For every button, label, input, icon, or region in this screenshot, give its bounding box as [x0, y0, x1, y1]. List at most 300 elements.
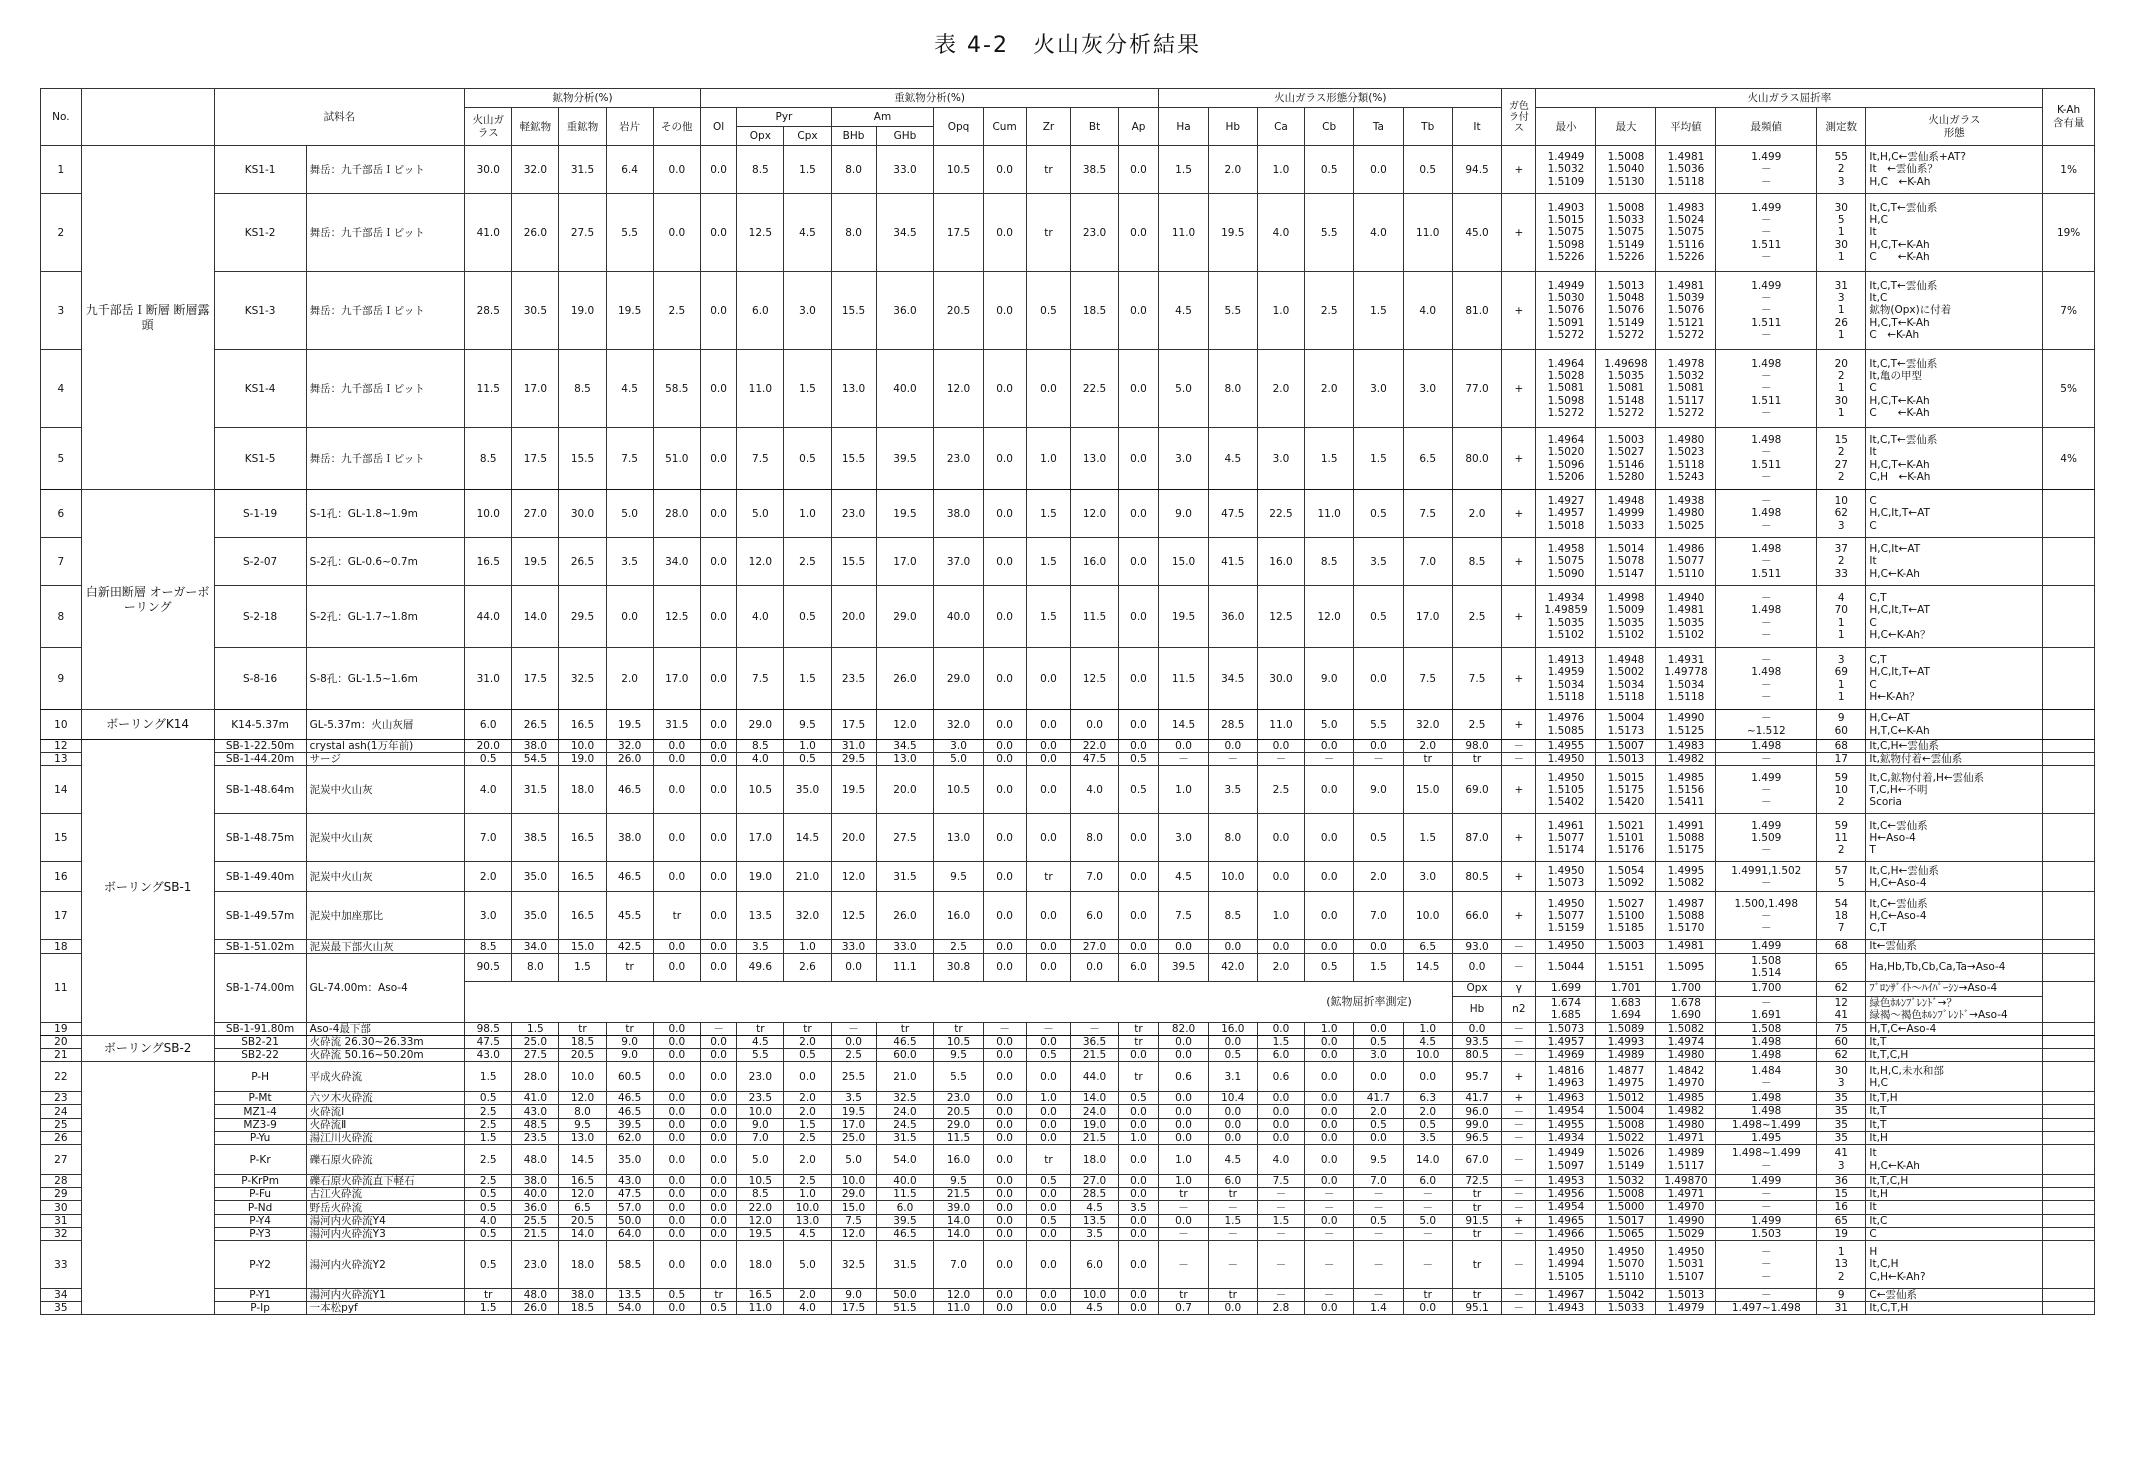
value-cell: 0.0: [1026, 1302, 1071, 1315]
value-cell: 28.5: [1071, 1188, 1118, 1201]
value-cell: 1.5: [1354, 272, 1403, 350]
value-cell: 0.0: [983, 586, 1026, 648]
value-cell: 38.5: [1071, 146, 1118, 194]
value-cell: 38.0: [934, 490, 983, 538]
row-no: 29: [41, 1188, 82, 1201]
value-cell: 8.0: [831, 146, 876, 194]
value-cell: 6.5: [1403, 940, 1452, 953]
mineral-refr-shape: [1866, 981, 2043, 1022]
value-cell: 38.0: [512, 740, 559, 753]
value-cell: 0.0: [1118, 1227, 1159, 1240]
value-cell: 80.0: [1452, 428, 1501, 490]
value-cell: 8.0: [559, 1105, 606, 1118]
value-cell: 0.0: [700, 1201, 736, 1214]
glass-shape: Ha,Hb,Tb,Cb,Ca,Ta→Aso-4: [1866, 953, 2043, 981]
refr-min: 1.4965: [1536, 1214, 1596, 1227]
refr-mode: 1.499 － －: [1716, 766, 1817, 814]
value-cell: 35.0: [606, 1145, 653, 1175]
value-cell: tr: [1452, 1201, 1501, 1214]
refr-mode: 1.4991,1.502 －: [1716, 862, 1817, 892]
value-cell: 90.5: [465, 953, 512, 981]
value-cell: 5.0: [934, 753, 983, 766]
value-cell: 0.5: [1403, 1118, 1452, 1131]
glass-shape: H,C,It←AT It H,C←K-Ah: [1866, 538, 2043, 586]
sample-code: SB-1-44.20m: [214, 753, 306, 766]
value-cell: 29.0: [934, 648, 983, 710]
value-cell: 30.8: [934, 953, 983, 981]
glass-shape: It,H,C,未水和部 H,C: [1866, 1062, 2043, 1092]
sample-code: P-Y2: [214, 1241, 306, 1289]
value-cell: 0.5: [784, 1049, 831, 1062]
glass-shape: It,C,T←雲仙系 It,C 鉱物(Opx)に付着 H,C,T←K-Ah C ←K-Ah: [1866, 272, 2043, 350]
value-cell: 3.0: [1354, 1049, 1403, 1062]
value-cell: 0.0: [700, 194, 736, 272]
value-cell: tr: [700, 1289, 736, 1302]
value-cell: 0.0: [1026, 1227, 1071, 1240]
refr-n: 59 10 2: [1817, 766, 1866, 814]
refr-min: 1.4953: [1536, 1175, 1596, 1188]
value-cell: 0.0: [1118, 1302, 1159, 1315]
value-cell: －: [1502, 940, 1536, 953]
refr-min: 1.4816 1.4963: [1536, 1062, 1596, 1092]
value-cell: 0.5: [653, 1289, 700, 1302]
header-bt: Bt: [1071, 108, 1118, 146]
refr-max: 1.5004: [1596, 1105, 1656, 1118]
header-ha: Ha: [1159, 108, 1208, 146]
value-cell: 28.0: [653, 490, 700, 538]
value-cell: 46.5: [606, 766, 653, 814]
header-glass-refractive-index: 火山ガラス屈折率: [1536, 89, 2043, 108]
value-cell: 33.0: [876, 940, 934, 953]
refr-min: 1.4954: [1536, 1105, 1596, 1118]
kah-content: [2043, 648, 2095, 710]
value-cell: 9.0: [831, 1289, 876, 1302]
sample-code: SB-1-48.75m: [214, 814, 306, 862]
hb-mode: － 1.691: [1751, 996, 1782, 1021]
value-cell: 11.0: [737, 1302, 784, 1315]
refr-max: 1.5015 1.5175 1.5420: [1596, 766, 1656, 814]
value-cell: 2.5: [465, 1175, 512, 1188]
refr-mode: －: [1716, 753, 1817, 766]
value-cell: 0.0: [1354, 1062, 1403, 1092]
value-cell: －: [1159, 753, 1208, 766]
value-cell: 0.0: [1159, 740, 1208, 753]
value-cell: 0.0: [1118, 350, 1159, 428]
sample-code: P-Nd: [214, 1201, 306, 1214]
value-cell: 0.0: [700, 146, 736, 194]
header-mode: 最頻値: [1716, 108, 1817, 146]
value-cell: 3.0: [1257, 428, 1304, 490]
value-cell: 62.0: [606, 1131, 653, 1144]
refr-n: 54 18 7: [1817, 892, 1866, 940]
glass-shape: C←雲仙系: [1866, 1289, 2043, 1302]
value-cell: 3.1: [1208, 1062, 1257, 1092]
value-cell: 0.0: [1026, 1118, 1071, 1131]
value-cell: 12.5: [831, 892, 876, 940]
value-cell: 5.5: [1208, 272, 1257, 350]
value-cell: 22.5: [1257, 490, 1304, 538]
refr-mode: 1.499: [1716, 1214, 1817, 1227]
value-cell: 64.0: [606, 1227, 653, 1240]
kah-content: [2043, 1289, 2095, 1302]
refr-mode: 1.498: [1716, 1105, 1817, 1118]
constant-label-cell: [1502, 981, 1536, 1022]
value-cell: 0.0: [831, 953, 876, 981]
refr-max: 1.4948 1.4999 1.5033: [1596, 490, 1656, 538]
value-cell: 0.0: [653, 940, 700, 953]
value-cell: +: [1502, 1092, 1536, 1105]
value-cell: 28.0: [512, 1062, 559, 1092]
sample-code: P-Y4: [214, 1214, 306, 1227]
table-row: [41, 1241, 2095, 1289]
value-cell: 14.5: [784, 814, 831, 862]
sample-code: SB-1-74.00m: [214, 953, 306, 1022]
value-cell: 0.0: [1354, 1022, 1403, 1035]
value-cell: 23.0: [512, 1241, 559, 1289]
refr-min: 1.4913 1.4959 1.5034 1.5118: [1536, 648, 1596, 710]
value-cell: 7.5: [737, 648, 784, 710]
value-cell: 36.0: [512, 1201, 559, 1214]
kah-content: [2043, 1035, 2095, 1048]
refr-mode: － － －: [1716, 1241, 1817, 1289]
value-cell: 0.0: [983, 814, 1026, 862]
opx-label: Opx: [1453, 982, 1501, 997]
value-cell: 2.5: [784, 538, 831, 586]
value-cell: tr: [1159, 1188, 1208, 1201]
value-cell: 4.5: [1403, 1035, 1452, 1048]
value-cell: 2.5: [1257, 766, 1304, 814]
value-cell: 13.0: [784, 1214, 831, 1227]
refr-n: 35: [1817, 1092, 1866, 1105]
sample-code: S-2-18: [214, 586, 306, 648]
value-cell: 5.0: [606, 490, 653, 538]
value-cell: 6.4: [606, 146, 653, 194]
refr-mode: －: [1716, 1188, 1817, 1201]
sample-name: 火砕流 26.30~26.33m: [306, 1035, 465, 1048]
refr-mode: 1.500,1.498 － －: [1716, 892, 1817, 940]
value-cell: 31.5: [876, 862, 934, 892]
value-cell: tr: [1159, 1289, 1208, 1302]
refr-mode: 1.508: [1716, 1022, 1817, 1035]
value-cell: 0.0: [700, 1227, 736, 1240]
value-cell: －: [831, 1022, 876, 1035]
refr-n: 10 62 3: [1817, 490, 1866, 538]
value-cell: 0.0: [983, 1302, 1026, 1315]
glass-shape: It,H: [1866, 1131, 2043, 1144]
value-cell: 7.5: [737, 428, 784, 490]
refr-max: 1.4989: [1596, 1049, 1656, 1062]
hb-max: 1.683 1.694: [1610, 996, 1641, 1021]
value-cell: 31.5: [559, 146, 606, 194]
value-cell: 80.5: [1452, 1049, 1501, 1062]
value-cell: 4.5: [1071, 1201, 1118, 1214]
value-cell: 4.0: [737, 753, 784, 766]
value-cell: 17.0: [653, 648, 700, 710]
value-cell: 26.5: [512, 710, 559, 740]
value-cell: 8.5: [559, 350, 606, 428]
value-cell: 7.0: [737, 1131, 784, 1144]
value-cell: 0.0: [700, 814, 736, 862]
value-cell: 16.5: [559, 862, 606, 892]
ash-analysis-table: [40, 88, 2095, 1315]
value-cell: 34.0: [653, 538, 700, 586]
value-cell: 2.6: [784, 953, 831, 981]
value-cell: 2.0: [784, 1145, 831, 1175]
sample-name: 舞岳：九千部岳Ｉピット: [306, 194, 465, 272]
sample-code: P-H: [214, 1062, 306, 1092]
mineral-refr-min: [1536, 981, 1596, 1022]
value-cell: 29.5: [831, 753, 876, 766]
value-cell: 2.0: [1403, 1105, 1452, 1118]
value-cell: 0.0: [831, 1035, 876, 1048]
value-cell: 2.5: [1305, 272, 1354, 350]
refr-n: 60: [1817, 1035, 1866, 1048]
value-cell: 81.0: [1452, 272, 1501, 350]
value-cell: 19.0: [559, 753, 606, 766]
value-cell: 1.5: [512, 1022, 559, 1035]
refr-mode: － ~1.512: [1716, 710, 1817, 740]
value-cell: 0.0: [1118, 1105, 1159, 1118]
kah-content: [2043, 862, 2095, 892]
value-cell: 41.0: [465, 194, 512, 272]
refr-avg: 1.4985 1.5156 1.5411: [1656, 766, 1716, 814]
value-cell: 0.0: [983, 753, 1026, 766]
value-cell: 46.5: [606, 862, 653, 892]
value-cell: 23.0: [831, 490, 876, 538]
kah-content: [2043, 1302, 2095, 1315]
value-cell: 18.0: [559, 1241, 606, 1289]
value-cell: 26.0: [876, 892, 934, 940]
header-glass-shape: 火山ガラス 形態: [1866, 108, 2043, 146]
header-average: 平均値: [1656, 108, 1716, 146]
location-group: ボーリングK14: [81, 710, 214, 740]
value-cell: 15.5: [831, 272, 876, 350]
row-no: 14: [41, 766, 82, 814]
row-no: 6: [41, 490, 82, 538]
value-cell: 2.0: [1403, 740, 1452, 753]
value-cell: 0.0: [1026, 940, 1071, 953]
value-cell: 32.5: [831, 1241, 876, 1289]
refr-min: 1.4943: [1536, 1302, 1596, 1315]
value-cell: 0.0: [1026, 953, 1071, 981]
value-cell: 0.0: [653, 753, 700, 766]
value-cell: 8.5: [737, 146, 784, 194]
value-cell: 0.0: [1118, 740, 1159, 753]
mineral-refr-max: [1596, 981, 1656, 1022]
value-cell: 13.5: [606, 1289, 653, 1302]
header-ghb: GHb: [876, 127, 934, 146]
value-cell: 1.5: [784, 146, 831, 194]
value-cell: 0.5: [1354, 1035, 1403, 1048]
value-cell: －: [700, 1022, 736, 1035]
value-cell: 11.0: [934, 1302, 983, 1315]
value-cell: 14.0: [934, 1214, 983, 1227]
refr-max: 1.5032: [1596, 1175, 1656, 1188]
value-cell: 3.5: [1354, 538, 1403, 586]
refr-avg: 1.4982: [1656, 753, 1716, 766]
value-cell: 3.0: [1403, 862, 1452, 892]
value-cell: 16.0: [1257, 538, 1304, 586]
value-cell: tr: [784, 1022, 831, 1035]
value-cell: 9.0: [606, 1035, 653, 1048]
value-cell: 11.0: [1159, 194, 1208, 272]
refr-mode: 1.499: [1716, 1175, 1817, 1188]
value-cell: 8.0: [1208, 814, 1257, 862]
value-cell: 6.0: [465, 710, 512, 740]
value-cell: 14.5: [1159, 710, 1208, 740]
value-cell: 0.0: [983, 892, 1026, 940]
refr-mode: 1.495: [1716, 1131, 1817, 1144]
value-cell: －: [1257, 1241, 1304, 1289]
value-cell: 1.0: [784, 740, 831, 753]
refr-mode: 1.499 － －: [1716, 146, 1817, 194]
value-cell: 0.0: [1118, 1289, 1159, 1302]
value-cell: 42.0: [1208, 953, 1257, 981]
refr-avg: 1.4989 1.5117: [1656, 1145, 1716, 1175]
value-cell: 21.5: [1071, 1131, 1118, 1144]
refr-max: 1.5054 1.5092: [1596, 862, 1656, 892]
value-cell: 0.0: [1159, 940, 1208, 953]
value-cell: 36.0: [876, 272, 934, 350]
refr-mode: － 1.498 － －: [1716, 648, 1817, 710]
value-cell: 46.5: [606, 1092, 653, 1105]
value-cell: 40.0: [876, 350, 934, 428]
glass-shape: It H,C←K-Ah: [1866, 1145, 2043, 1175]
hb-shape: 緑色ﾎﾙﾝﾌﾞﾚﾝﾄﾞ→？ 緑褐～褐色ﾎﾙﾝﾌﾞﾚﾝﾄﾞ→Aso-4: [1869, 996, 2008, 1021]
header-kah-content: K-Ah 含有量: [2043, 89, 2095, 146]
value-cell: 0.0: [653, 953, 700, 981]
value-cell: 0.0: [653, 146, 700, 194]
value-cell: 0.0: [1305, 1049, 1354, 1062]
value-cell: 72.5: [1452, 1175, 1501, 1188]
row-no: 23: [41, 1092, 82, 1105]
value-cell: 19.5: [737, 1227, 784, 1240]
value-cell: 0.0: [983, 1035, 1026, 1048]
value-cell: 0.0: [1305, 740, 1354, 753]
sample-name: S-2孔：GL-0.6~0.7m: [306, 538, 465, 586]
value-cell: 15.0: [559, 940, 606, 953]
value-cell: 27.5: [876, 814, 934, 862]
value-cell: 0.0: [1305, 862, 1354, 892]
refr-min: 1.4966: [1536, 1227, 1596, 1240]
refr-n: 59 11 2: [1817, 814, 1866, 862]
glass-shape: It,T: [1866, 1105, 2043, 1118]
sample-code: MZ3-9: [214, 1118, 306, 1131]
table-row: [41, 766, 2095, 814]
value-cell: 0.0: [983, 272, 1026, 350]
value-cell: 11.5: [934, 1131, 983, 1144]
refr-max: 1.4948 1.5002 1.5034 1.5118: [1596, 648, 1656, 710]
sample-code: KS1-5: [214, 428, 306, 490]
value-cell: 0.0: [983, 428, 1026, 490]
value-cell: 11.1: [876, 953, 934, 981]
value-cell: 4.0: [784, 1302, 831, 1315]
glass-shape: It,C: [1866, 1214, 2043, 1227]
value-cell: 2.0: [784, 1289, 831, 1302]
value-cell: 31.0: [465, 648, 512, 710]
refr-n: 55 2 3: [1817, 146, 1866, 194]
value-cell: tr: [653, 892, 700, 940]
value-cell: 7.5: [1403, 490, 1452, 538]
value-cell: 0.0: [1257, 1105, 1304, 1118]
value-cell: 9.0: [606, 1049, 653, 1062]
value-cell: 0.0: [700, 940, 736, 953]
value-cell: 0.0: [1305, 1145, 1354, 1175]
value-cell: 4.5: [1208, 428, 1257, 490]
value-cell: 0.5: [1026, 1175, 1071, 1188]
value-cell: 12.5: [1071, 648, 1118, 710]
value-cell: 0.0: [983, 953, 1026, 981]
refr-avg: 1.5029: [1656, 1227, 1716, 1240]
refr-mode: 1.503: [1716, 1227, 1817, 1240]
value-cell: 1.0: [784, 1188, 831, 1201]
refr-max: 1.5065: [1596, 1227, 1656, 1240]
value-cell: 1.5: [1257, 1214, 1304, 1227]
value-cell: 1.0: [1257, 892, 1304, 940]
value-cell: 26.0: [512, 194, 559, 272]
value-cell: 0.0: [1026, 1131, 1071, 1144]
refr-avg: 1.4990 1.5125: [1656, 710, 1716, 740]
table-body: [41, 146, 2095, 1315]
value-cell: －: [1208, 1201, 1257, 1214]
value-cell: －: [1257, 1201, 1304, 1214]
value-cell: 0.0: [700, 428, 736, 490]
value-cell: 0.0: [1257, 862, 1304, 892]
kah-content: [2043, 766, 2095, 814]
row-no: 30: [41, 1201, 82, 1214]
refr-mode: 1.499 － － 1.511 －: [1716, 194, 1817, 272]
value-cell: 10.0: [1403, 892, 1452, 940]
value-cell: +: [1502, 648, 1536, 710]
refr-min: 1.4949 1.5097: [1536, 1145, 1596, 1175]
value-cell: 39.0: [934, 1201, 983, 1214]
value-cell: 19.0: [737, 862, 784, 892]
value-cell: 0.0: [1354, 740, 1403, 753]
value-cell: 0.0: [1257, 1118, 1304, 1131]
value-cell: 30.0: [559, 490, 606, 538]
value-cell: 10.5: [737, 766, 784, 814]
value-cell: 0.0: [983, 1145, 1026, 1175]
value-cell: 1.5: [784, 1118, 831, 1131]
value-cell: 3.0: [1159, 814, 1208, 862]
value-cell: 0.0: [700, 1049, 736, 1062]
glass-shape: It,C,T←雲仙系 It H,C,T←K-Ah C,H ←K-Ah: [1866, 428, 2043, 490]
refr-max: 1.4877 1.4975: [1596, 1062, 1656, 1092]
value-cell: 9.5: [784, 710, 831, 740]
refr-avg: 1.4980 1.5023 1.5118 1.5243: [1656, 428, 1716, 490]
value-cell: 58.5: [606, 1241, 653, 1289]
sample-name: GL-74.00m：Aso-4: [306, 953, 465, 1022]
sample-code: S-1-19: [214, 490, 306, 538]
refr-n: 65: [1817, 953, 1866, 981]
value-cell: 12.0: [1071, 490, 1118, 538]
value-cell: 0.5: [1208, 1049, 1257, 1062]
refr-avg: 1.4983: [1656, 740, 1716, 753]
value-cell: 43.0: [606, 1175, 653, 1188]
value-cell: 0.5: [1026, 1049, 1071, 1062]
header-heavy-mineral: 重鉱物: [559, 108, 606, 146]
value-cell: 0.0: [700, 1131, 736, 1144]
value-cell: 6.0: [1403, 1175, 1452, 1188]
value-cell: 54.0: [606, 1302, 653, 1315]
value-cell: 27.5: [512, 1049, 559, 1062]
refr-n: 16: [1817, 1201, 1866, 1214]
value-cell: 9.0: [1159, 490, 1208, 538]
table-row: [41, 1188, 2095, 1201]
value-cell: 0.0: [700, 862, 736, 892]
value-cell: 23.0: [934, 428, 983, 490]
value-cell: －: [1305, 1188, 1354, 1201]
